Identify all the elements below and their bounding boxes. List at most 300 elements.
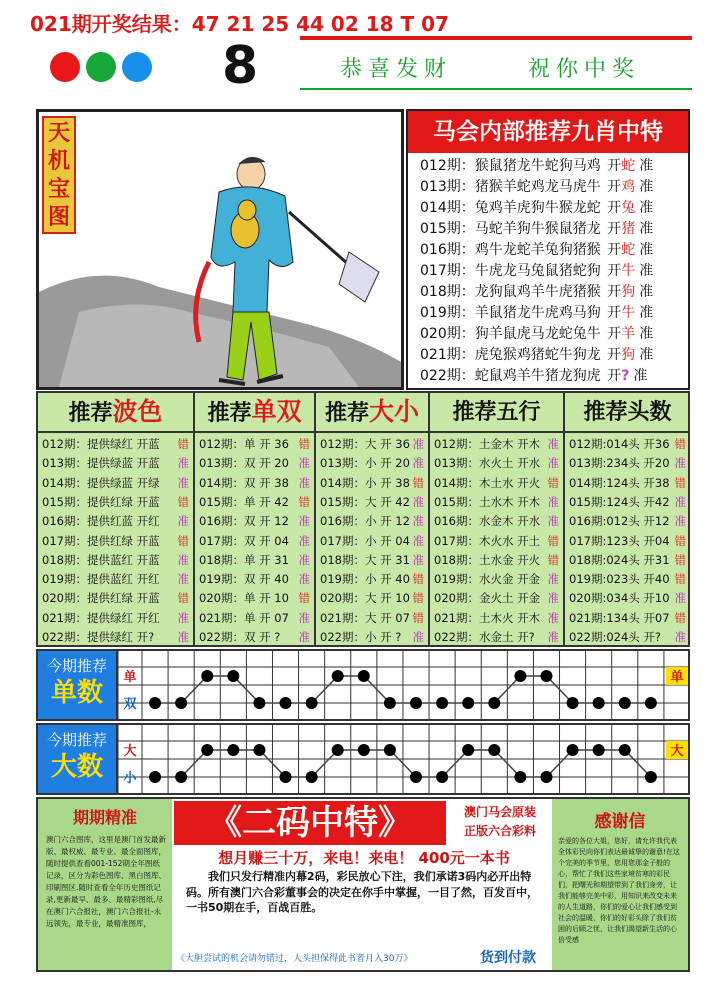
cell-text: 022期：双 开 ? bbox=[199, 630, 281, 644]
cell-mark: 准 bbox=[298, 552, 310, 567]
elements-row bbox=[434, 551, 561, 570]
row-verdict: 准 bbox=[633, 368, 648, 384]
big-small-label-box bbox=[36, 723, 118, 795]
cell-text: 014期：提供绿蓝 开绿 bbox=[42, 475, 160, 490]
color-row bbox=[42, 609, 191, 628]
trend-point bbox=[175, 697, 187, 709]
cell-text: 016期：小 开 12 bbox=[320, 514, 410, 529]
row-open: 开 bbox=[602, 305, 622, 321]
cell-mark: 准 bbox=[547, 437, 559, 451]
cell-text: 013期：双 开 20 bbox=[199, 456, 289, 471]
row-label-top: 大 bbox=[123, 744, 137, 759]
row-picks: 猪猴羊蛇鸡龙马虎牛 bbox=[474, 179, 601, 195]
heads-row bbox=[569, 589, 688, 608]
row-issue: 021期： bbox=[420, 347, 475, 363]
cell-mark: 准 bbox=[412, 533, 424, 548]
blue-dot-icon bbox=[122, 52, 152, 82]
draw-result-title: 021期开奖结果：47 21 25 44 02 18 T 07 bbox=[30, 12, 449, 36]
row-picks: 猴鼠猪龙牛蛇狗马鸡 bbox=[474, 158, 601, 174]
bigsmall-row bbox=[320, 435, 426, 454]
ad-footer-note: 《大胆尝试的机会请勿错过，人头担保得此书者月入30万》 bbox=[176, 954, 413, 964]
trend-point bbox=[358, 744, 370, 756]
cell-text: 012期:014头 开36 bbox=[569, 437, 670, 451]
cell-mark: 准 bbox=[412, 494, 424, 509]
row-picks: 狗羊鼠虎马龙蛇兔牛 bbox=[474, 326, 601, 342]
elements-row bbox=[434, 493, 561, 512]
cell-text: 020期：提供红绿 开蓝 bbox=[42, 591, 160, 606]
header-text: 推荐五行 bbox=[452, 399, 541, 425]
cell-mark: 错 bbox=[412, 475, 424, 490]
issue-number: 8 bbox=[222, 36, 259, 96]
trend-point bbox=[488, 697, 500, 709]
oddeven-row bbox=[199, 512, 312, 531]
table-column-header bbox=[430, 393, 563, 431]
table-column-header bbox=[565, 393, 690, 431]
cell-text: 014期:124头 开38 bbox=[569, 475, 670, 490]
row-picks: 蛇鼠鸡羊牛猪龙狗虎 bbox=[474, 368, 601, 384]
cell-mark: 准 bbox=[547, 610, 559, 625]
bigsmall-row bbox=[320, 551, 426, 570]
row-picks: 马蛇羊狗牛猴鼠猪龙 bbox=[474, 221, 601, 237]
trend-point bbox=[253, 697, 265, 709]
cell-mark: 错 bbox=[298, 437, 310, 451]
cell-text: 016期：提供红蓝 开红 bbox=[42, 514, 160, 529]
trend-point bbox=[410, 771, 422, 783]
cell-text: 012期：大 开 36 bbox=[320, 437, 410, 451]
row-picks: 牛虎龙马兔鼠猪蛇狗 bbox=[474, 263, 601, 279]
big-small-label-main: 大数 bbox=[50, 752, 103, 782]
oddeven-row bbox=[199, 435, 312, 454]
cell-mark: 准 bbox=[547, 591, 559, 606]
big-small-trend bbox=[118, 723, 690, 795]
oddeven-row bbox=[199, 551, 312, 570]
cell-text: 017期:123头 开04 bbox=[569, 533, 670, 548]
cell-mark: 准 bbox=[674, 630, 686, 644]
cell-mark: 准 bbox=[547, 630, 559, 644]
oddeven-row bbox=[199, 570, 312, 589]
cell-text: 014期：木土水 开火 bbox=[434, 475, 541, 490]
nine-zodiac-row bbox=[420, 345, 690, 366]
trend-point bbox=[540, 670, 552, 682]
cell-mark: 错 bbox=[177, 437, 189, 451]
cell-text: 019期：水火金 开金 bbox=[434, 572, 541, 587]
cell-mark: 准 bbox=[298, 514, 310, 529]
row-issue: 022期： bbox=[420, 368, 475, 384]
nine-zodiac-row bbox=[420, 156, 690, 177]
heads-row bbox=[569, 609, 688, 628]
nine-zodiac-row bbox=[420, 261, 690, 282]
cell-mark: 错 bbox=[547, 552, 559, 567]
cell-mark: 准 bbox=[177, 552, 189, 567]
trend-point bbox=[384, 744, 396, 756]
cell-text: 012期：土金木 开木 bbox=[434, 437, 541, 451]
cell-text: 018期：单 开 31 bbox=[199, 552, 289, 567]
cell-mark: 错 bbox=[674, 610, 686, 625]
row-issue: 018期： bbox=[420, 284, 475, 300]
cell-text: 021期：土木火 开木 bbox=[434, 610, 541, 625]
header-red-line bbox=[300, 36, 692, 40]
row-verdict: 准 bbox=[639, 326, 654, 342]
row-hit: 蛇 bbox=[621, 158, 636, 174]
cell-mark: 准 bbox=[412, 552, 424, 567]
row-picks: 虎兔猴鸡猪蛇牛狗龙 bbox=[474, 347, 601, 363]
thanks-text: 亲爱的各位大姐，您好，请允许我代表全体彩民向你们表达最诚挚的谢意!在这个完美的季节里，您用您那金子般的心，帮忙了我们这些家境贫寒的彩民们，把曙光和期望带到了我们身旁，让我们能够完美中彩，用知识来改变未来的人生道路，你们的爱心让我们感受到社会的温暖，你们的好彩头除了我们贫困的后顾之忧，让我们渴望新生活的心倍受感 bbox=[558, 837, 680, 944]
header-text: 推荐头数 bbox=[583, 399, 672, 425]
row-picks: 龙狗鼠鸡羊牛虎猪猴 bbox=[474, 284, 601, 300]
sage-illustration bbox=[39, 112, 401, 387]
heads-row bbox=[569, 532, 688, 551]
bigsmall-row bbox=[320, 589, 426, 608]
cell-mark: 准 bbox=[298, 572, 310, 587]
nine-zodiac-title: 马会内部推荐九肖中特 bbox=[408, 111, 688, 153]
cell-text: 021期：提供绿红 开红 bbox=[42, 610, 160, 625]
cell-text: 022期：水金土 开? bbox=[434, 630, 535, 644]
trend-point bbox=[384, 697, 396, 709]
elements-row bbox=[434, 570, 561, 589]
elements-row bbox=[434, 512, 561, 531]
cell-mark: 准 bbox=[547, 514, 559, 529]
cell-text: 012期：提供绿红 开蓝 bbox=[42, 437, 160, 451]
cell-text: 017期：小 开 04 bbox=[320, 533, 410, 548]
cell-text: 014期：小 开 38 bbox=[320, 475, 410, 490]
header-text: 推荐 bbox=[207, 400, 252, 426]
ad-body: 我们只发行精准内幕2码，彩民放心下注，我们承诺3码内必开出特码。所有澳门六合彩董事会的决定在你手中掌握，一目了然，百发百中，一书50期在手，百战百胜。 bbox=[186, 870, 538, 914]
heads-row bbox=[569, 454, 688, 473]
trend-point bbox=[488, 744, 500, 756]
row-hit: 牛 bbox=[621, 305, 636, 321]
cell-mark: 准 bbox=[298, 456, 310, 471]
picture-label: 天机宝图 bbox=[42, 116, 76, 234]
cell-text: 013期:234头 开20 bbox=[569, 456, 670, 471]
nine-zodiac-row bbox=[420, 324, 690, 345]
banner-side-1: 澳门马会原装 bbox=[463, 805, 536, 819]
cell-mark: 错 bbox=[412, 591, 424, 606]
green-dot-icon bbox=[86, 52, 116, 82]
cell-mark: 准 bbox=[298, 630, 310, 644]
trend-point bbox=[280, 697, 292, 709]
cell-mark: 错 bbox=[547, 475, 559, 490]
row-open: 开 bbox=[602, 221, 622, 237]
heads-row bbox=[569, 512, 688, 531]
recommend-label: 大 bbox=[670, 744, 684, 759]
cell-text: 017期：木火水 开土 bbox=[434, 533, 541, 548]
cell-mark: 准 bbox=[177, 456, 189, 471]
trend-point bbox=[175, 771, 187, 783]
thanks-title: 感谢信 bbox=[594, 812, 646, 832]
row-issue: 013期： bbox=[420, 179, 475, 195]
elements-row bbox=[434, 532, 561, 551]
row-label-bottom: 双 bbox=[123, 697, 137, 712]
elements-row bbox=[434, 628, 561, 647]
row-verdict: 准 bbox=[639, 221, 654, 237]
nine-zodiac-row bbox=[420, 282, 690, 303]
nine-zodiac-row bbox=[420, 366, 690, 387]
cell-text: 014期：双 开 38 bbox=[199, 475, 289, 490]
banner-title: 《二码中特》 bbox=[174, 801, 446, 845]
cell-mark: 准 bbox=[547, 572, 559, 587]
row-issue: 014期： bbox=[420, 200, 475, 216]
cell-text: 018期：大 开 31 bbox=[320, 552, 410, 567]
color-row bbox=[42, 512, 191, 531]
header-green-line bbox=[300, 88, 692, 90]
oddeven-row bbox=[199, 493, 312, 512]
cell-text: 018期：土水金 开火 bbox=[434, 552, 541, 567]
cell-mark: 准 bbox=[177, 514, 189, 529]
cell-text: 020期:034头 开10 bbox=[569, 591, 670, 606]
bigsmall-row bbox=[320, 493, 426, 512]
trend-point bbox=[462, 744, 474, 756]
header-highlight: 单双 bbox=[251, 397, 302, 426]
trend-point bbox=[227, 744, 239, 756]
cell-text: 019期：提供蓝红 开红 bbox=[42, 572, 160, 587]
trend-point bbox=[201, 744, 213, 756]
row-verdict: 准 bbox=[639, 158, 654, 174]
cell-text: 017期：提供红绿 开蓝 bbox=[42, 533, 160, 548]
bigsmall-row bbox=[320, 570, 426, 589]
bigsmall-row bbox=[320, 474, 426, 493]
color-row bbox=[42, 589, 191, 608]
cell-mark: 准 bbox=[177, 475, 189, 490]
cell-mark: 错 bbox=[412, 572, 424, 587]
cell-text: 018期:024头 开31 bbox=[569, 552, 670, 567]
cell-text: 015期：单 开 42 bbox=[199, 494, 289, 509]
row-hit: 蛇 bbox=[621, 242, 636, 258]
heads-row bbox=[569, 474, 688, 493]
color-row bbox=[42, 454, 191, 473]
cell-text: 021期：单 开 07 bbox=[199, 610, 289, 625]
row-picks: 鸡牛龙蛇羊兔狗猪猴 bbox=[474, 242, 601, 258]
table-column-header bbox=[38, 393, 193, 431]
header-text: 推荐 bbox=[68, 400, 113, 426]
left-info-text: 澳门六合图库，这里是澳门首发最新版、最权威、最专业、最全面图库，随时提供查看001-152期全年图纸记录，区分为彩色图库、黑白图库、印刷图区.随时查看全年历史图纸记录,更新最早、最多、最精彩图纸,尽在澳门六合报社，澳门六合报社-永远领先，最专业，最精准图库， bbox=[46, 835, 166, 928]
row-open: 开 bbox=[602, 347, 622, 363]
table-header-divider bbox=[36, 431, 690, 433]
row-verdict: 准 bbox=[639, 242, 654, 258]
cell-mark: 准 bbox=[298, 475, 310, 490]
cell-mark: 错 bbox=[177, 494, 189, 509]
trend-point bbox=[358, 670, 370, 682]
cell-text: 013期：小 开 20 bbox=[320, 456, 410, 471]
bigsmall-row bbox=[320, 628, 426, 647]
trend-point bbox=[410, 697, 422, 709]
cell-mark: 错 bbox=[298, 591, 310, 606]
trend-point bbox=[593, 697, 605, 709]
banner-side-2: 正版六合彩料 bbox=[463, 824, 536, 838]
color-row bbox=[42, 628, 191, 647]
cell-mark: 错 bbox=[547, 533, 559, 548]
odd-even-label-main: 单数 bbox=[50, 678, 103, 708]
heads-row bbox=[569, 493, 688, 512]
cell-text: 019期：小 开 40 bbox=[320, 572, 410, 587]
left-info-title: 期期精准 bbox=[72, 808, 137, 827]
banner-side bbox=[450, 803, 550, 841]
cell-text: 015期：大 开 42 bbox=[320, 494, 410, 509]
trend-point bbox=[306, 771, 318, 783]
cell-mark: 准 bbox=[674, 456, 686, 471]
row-label-bottom: 小 bbox=[123, 771, 137, 786]
elements-row bbox=[434, 474, 561, 493]
odd-even-label-box bbox=[36, 649, 118, 721]
cell-mark: 错 bbox=[674, 475, 686, 490]
row-hit: 猪 bbox=[621, 221, 636, 237]
row-hit: ? bbox=[621, 368, 630, 384]
row-open: 开 bbox=[602, 368, 622, 384]
cell-text: 022期:024头 开? bbox=[569, 630, 662, 644]
cell-mark: 错 bbox=[674, 533, 686, 548]
cell-mark: 准 bbox=[412, 630, 424, 644]
trend-point bbox=[619, 697, 631, 709]
color-row bbox=[42, 551, 191, 570]
row-verdict: 准 bbox=[639, 263, 654, 279]
trend-point bbox=[332, 744, 344, 756]
row-open: 开 bbox=[602, 179, 622, 195]
cell-mark: 准 bbox=[412, 514, 424, 529]
trend-point bbox=[149, 771, 161, 783]
slogan-right: 祝你中奖 bbox=[528, 57, 641, 82]
ad-headline: 想月赚三十万，来电！来电！ 400元一本书 bbox=[218, 849, 510, 867]
heads-row bbox=[569, 628, 688, 647]
cell-mark: 准 bbox=[674, 514, 686, 529]
row-verdict: 准 bbox=[639, 347, 654, 363]
cell-mark: 错 bbox=[674, 437, 686, 451]
cell-mark: 准 bbox=[298, 610, 310, 625]
cell-mark: 准 bbox=[177, 610, 189, 625]
row-label-top: 单 bbox=[123, 670, 137, 685]
cell-text: 016期：水金木 开水 bbox=[434, 514, 541, 529]
row-verdict: 准 bbox=[639, 179, 654, 195]
trend-point bbox=[593, 744, 605, 756]
heads-row bbox=[569, 551, 688, 570]
nine-zodiac-row bbox=[420, 240, 690, 261]
trend-point bbox=[280, 771, 292, 783]
oddeven-row bbox=[199, 454, 312, 473]
color-row bbox=[42, 435, 191, 454]
cell-text: 013期：水火土 开水 bbox=[434, 456, 541, 471]
cell-text: 022期：小 开 ? bbox=[320, 630, 402, 644]
row-open: 开 bbox=[602, 263, 622, 279]
cell-text: 019期：双 开 40 bbox=[199, 572, 289, 587]
cell-text: 015期：土水木 开木 bbox=[434, 494, 541, 509]
row-picks: 兔鸡羊虎狗牛猴龙蛇 bbox=[474, 200, 601, 216]
header-highlight: 大小 bbox=[369, 397, 420, 426]
row-issue: 012期： bbox=[420, 158, 475, 174]
cell-text: 016期：双 开 12 bbox=[199, 514, 289, 529]
trend-point bbox=[514, 670, 526, 682]
elements-row bbox=[434, 435, 561, 454]
red-dot-icon bbox=[50, 52, 80, 82]
nine-zodiac-row bbox=[420, 198, 690, 219]
bigsmall-row bbox=[320, 609, 426, 628]
thanks-box bbox=[552, 799, 688, 970]
odd-even-label-top: 今期推荐 bbox=[46, 657, 107, 675]
cell-mark: 准 bbox=[177, 572, 189, 587]
table-column-header bbox=[316, 393, 428, 431]
cell-mark: 准 bbox=[674, 591, 686, 606]
color-row bbox=[42, 493, 191, 512]
cell-mark: 准 bbox=[177, 630, 189, 644]
bigsmall-row bbox=[320, 454, 426, 473]
cell-text: 021期：大 开 07 bbox=[320, 610, 410, 625]
trend-point bbox=[645, 697, 657, 709]
book-ad bbox=[172, 799, 552, 970]
cell-mark: 准 bbox=[547, 456, 559, 471]
header-text: 推荐 bbox=[324, 400, 369, 426]
row-open: 开 bbox=[602, 158, 622, 174]
trend-point bbox=[149, 697, 161, 709]
picture-frame bbox=[36, 109, 404, 390]
row-open: 开 bbox=[602, 284, 622, 300]
cell-mark: 错 bbox=[674, 572, 686, 587]
row-hit: 羊 bbox=[621, 326, 636, 342]
pay-label: 货到付款 bbox=[480, 950, 536, 966]
cell-text: 012期：单 开 36 bbox=[199, 437, 289, 451]
heads-row bbox=[569, 435, 688, 454]
nine-zodiac-row bbox=[420, 303, 690, 324]
cell-mark: 准 bbox=[412, 456, 424, 471]
row-open: 开 bbox=[602, 200, 622, 216]
trend-point bbox=[253, 744, 265, 756]
oddeven-row bbox=[199, 532, 312, 551]
cell-text: 020期：大 开 10 bbox=[320, 591, 410, 606]
row-hit: 兔 bbox=[621, 200, 636, 216]
row-verdict: 准 bbox=[639, 284, 654, 300]
row-hit: 鸡 bbox=[621, 179, 636, 195]
recommend-label: 单 bbox=[670, 670, 684, 685]
bigsmall-row bbox=[320, 512, 426, 531]
cell-text: 020期：单 开 10 bbox=[199, 591, 289, 606]
row-issue: 017期： bbox=[420, 263, 475, 279]
row-issue: 016期： bbox=[420, 242, 475, 258]
cell-mark: 错 bbox=[298, 494, 310, 509]
cell-text: 018期：提供蓝红 开蓝 bbox=[42, 552, 160, 567]
elements-row bbox=[434, 609, 561, 628]
trend-point bbox=[567, 744, 579, 756]
trend-point bbox=[227, 670, 239, 682]
cell-text: 019期:023头 开40 bbox=[569, 572, 670, 587]
cell-text: 022期：提供绿红 开? bbox=[42, 630, 155, 644]
cell-mark: 错 bbox=[674, 552, 686, 567]
cell-text: 020期：金火土 开金 bbox=[434, 591, 541, 606]
slogan-left: 恭喜发财 bbox=[340, 57, 453, 82]
nine-zodiac-row bbox=[420, 219, 690, 240]
trend-point bbox=[306, 697, 318, 709]
cell-mark: 错 bbox=[177, 591, 189, 606]
row-open: 开 bbox=[602, 242, 622, 258]
header-highlight: 波色 bbox=[112, 397, 163, 426]
elements-row bbox=[434, 454, 561, 473]
bigsmall-row bbox=[320, 532, 426, 551]
trend-point bbox=[462, 697, 474, 709]
cell-text: 015期：提供红绿 开蓝 bbox=[42, 494, 160, 509]
cell-mark: 准 bbox=[674, 494, 686, 509]
row-hit: 牛 bbox=[621, 263, 636, 279]
nine-zodiac-row bbox=[420, 177, 690, 198]
oddeven-row bbox=[199, 474, 312, 493]
row-issue: 015期： bbox=[420, 221, 475, 237]
cell-text: 017期：双 开 04 bbox=[199, 533, 289, 548]
trend-point bbox=[540, 771, 552, 783]
oddeven-row bbox=[199, 628, 312, 647]
cell-mark: 错 bbox=[177, 533, 189, 548]
elements-row bbox=[434, 589, 561, 608]
left-info-box bbox=[38, 799, 172, 970]
row-hit: 狗 bbox=[621, 347, 636, 363]
heads-row bbox=[569, 570, 688, 589]
color-row bbox=[42, 474, 191, 493]
table-column-header bbox=[195, 393, 314, 431]
color-row bbox=[42, 532, 191, 551]
color-row bbox=[42, 570, 191, 589]
